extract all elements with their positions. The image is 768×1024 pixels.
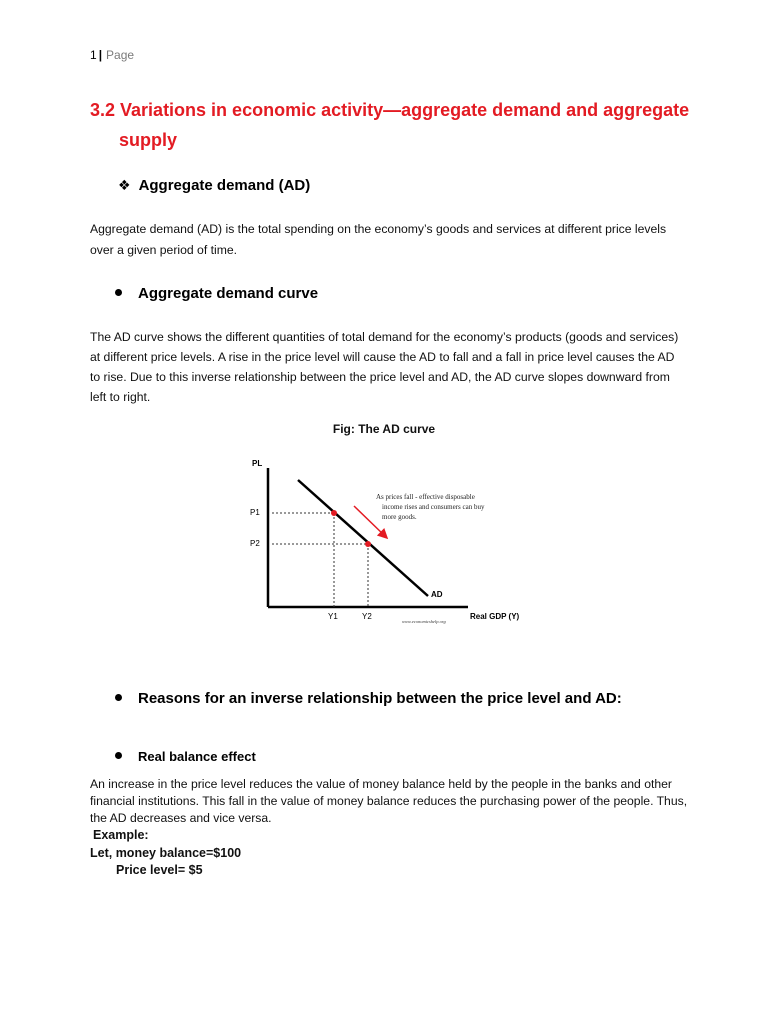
annotation-line: As prices fall - effective disposable xyxy=(376,493,475,501)
example-label: Example: xyxy=(93,828,149,842)
tick-y2: Y2 xyxy=(362,612,372,621)
page-number: 1 xyxy=(90,48,97,62)
title-line-1: 3.2 Variations in economic activity—aggregate demand and aggregate xyxy=(90,100,690,120)
tick-p2: P2 xyxy=(250,539,260,548)
page-header xyxy=(90,48,134,62)
ad-curve-label: AD xyxy=(431,590,443,599)
definition-paragraph: Aggregate demand (AD) is the total spending on the economy’s goods and services at different price levels over a given period of time. xyxy=(90,222,667,257)
example-line-2: Price level= $5 xyxy=(116,863,203,877)
bullet-dot-icon xyxy=(115,289,122,296)
ad-curve-chart xyxy=(230,452,540,632)
bullet-dot-icon xyxy=(115,694,122,701)
real-balance-paragraph: An increase in the price level reduces the value of money balance held by the people in the banks and other financial institutions. This fall in the value of money balance reduces the purchasing power of the people. Thus, the AD decreases and vice versa. xyxy=(90,777,688,825)
example-line-1: Let, money balance=$100 xyxy=(90,846,242,860)
chart-source: www.economicshelp.org xyxy=(402,619,446,624)
annotation-line: more goods. xyxy=(382,513,417,521)
heading-text: Aggregate demand (AD) xyxy=(138,177,311,194)
tick-p1: P1 xyxy=(250,508,260,517)
heading-ad-curve xyxy=(115,285,318,302)
point-p1-y1 xyxy=(331,510,337,516)
heading-text: Reasons for an inverse relationship between the price level and AD: xyxy=(138,690,622,707)
figure-caption: Fig: The AD curve xyxy=(332,422,436,436)
x-axis-label: Real GDP (Y) xyxy=(470,612,520,621)
heading-real-balance xyxy=(115,749,256,764)
tick-y1: Y1 xyxy=(328,612,338,621)
page-word: Page xyxy=(106,48,135,62)
point-p2-y2 xyxy=(365,541,371,547)
heading-text: Real balance effect xyxy=(138,749,256,764)
header-separator: | xyxy=(98,48,103,62)
title-line-2: supply xyxy=(119,130,178,150)
section-title xyxy=(90,95,710,155)
annotation-line: income rises and consumers can buy xyxy=(382,503,485,511)
heading-reasons xyxy=(115,690,622,707)
heading-text: Aggregate demand curve xyxy=(138,285,319,302)
bullet-dot-icon xyxy=(115,752,122,759)
chart-annotation xyxy=(376,493,485,521)
heading-aggregate-demand xyxy=(118,177,310,194)
diamond-bullet-icon: ❖ xyxy=(118,177,131,193)
ad-curve-paragraph: The AD curve shows the different quantities of total demand for the economy’s products (goods and services) at different price levels. A rise in the price level will cause the AD to fall and a fall in price level causes the AD to rise. Due to this inverse relationship between the price level and AD, the AD curve slopes downward from left to right. xyxy=(90,330,679,404)
y-axis-label: PL xyxy=(252,459,263,468)
